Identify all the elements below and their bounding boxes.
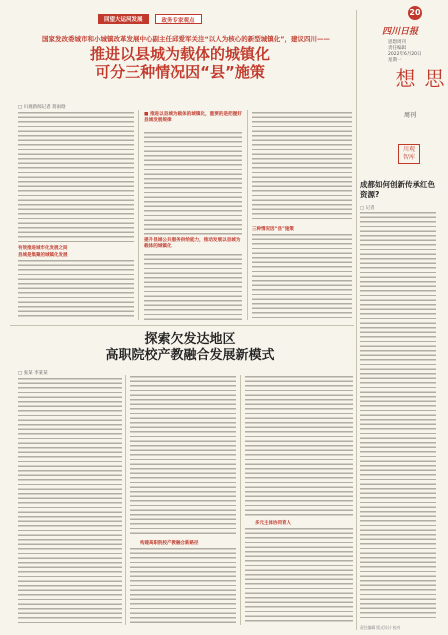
column-divider [240,375,241,625]
pull-quote: ■ 推进以县城为载体的城镇化，重要的是把握好县城发展规律 [144,112,242,123]
column-divider [125,375,126,625]
meta-line: 星期一 [388,58,402,63]
column-badge-line1: 川观 [402,146,415,153]
lower-article-byline: □ 张某 李某某 [18,371,48,376]
article-body-col2 [144,132,242,236]
page-number: 20 [408,6,422,20]
lower-headline-line2: 高职院校产教融合发展新模式 [105,348,275,363]
meta-line: 责任编辑 [388,46,406,51]
page-footer: 责任编辑 版式设计 校对 [360,625,401,630]
column-divider [356,10,357,630]
main-headline [20,45,340,81]
right-article-body [360,212,436,620]
lower-body-col1 [18,378,122,624]
column-divider [138,110,139,320]
lower-body-col2 [130,376,236,536]
section-divider [10,325,354,326]
left-article-byline: □ 川观新闻记者 蒋雨晗 [18,105,66,110]
main-headline-line2: 可分三种情况因“县”施策 [95,63,265,81]
newspaper-logo: 四川日报 [382,27,419,37]
column-badge-line2: 智库 [402,154,415,161]
article-body-col2b [144,254,242,320]
masthead-meta [388,40,436,64]
section-tag-secondary: 政务专家观点 [155,14,202,24]
article-subhead: 县城是集聚的城镇化发展 [18,253,68,258]
right-article-title: 成都如何创新传承红色资源? [360,180,435,199]
section-tag-primary: 回望大运河发展 [98,14,149,24]
column-badge [398,144,420,164]
section-subtitle: 周刊 [404,112,417,119]
article-body-col1b [18,260,134,320]
article-body-col3b [252,234,352,320]
lower-body-col2b [130,548,236,624]
article-body-col3 [252,112,352,222]
article-body-col1 [18,112,134,242]
lower-headline [40,332,340,364]
lower-body-col3 [245,376,353,516]
section-title: 思想 [392,68,445,90]
lower-body-col3b [245,528,353,624]
article-subhead: 有效推进城市化发展之间 [18,246,68,251]
pull-quote: 提升县城公共服务供给能力，推动发展以县城为载体的城镇化 [144,238,241,249]
main-headline-line1: 推进以县城为载体的城镇化 [89,45,270,63]
article-subhead: 三种情况因“县”施策 [252,227,294,232]
right-article-byline: □ 记者 [360,206,375,211]
lower-headline-line1: 探索欠发达地区 [144,332,236,347]
meta-line: 思想周刊 [388,40,406,45]
column-divider [247,110,248,320]
lower-subhead: 多元主体协同育人 [255,521,291,526]
lower-subhead: 构建高职院校产教融合新路径 [140,541,199,546]
section-tags [98,14,202,24]
meta-line: 2022年6月20日 [388,52,422,57]
headline-kicker: 国家发改委城市和小城镇改革发展中心副主任邱爱军关注“以人为核心的新型城镇化”，建议四川—— [41,35,331,43]
